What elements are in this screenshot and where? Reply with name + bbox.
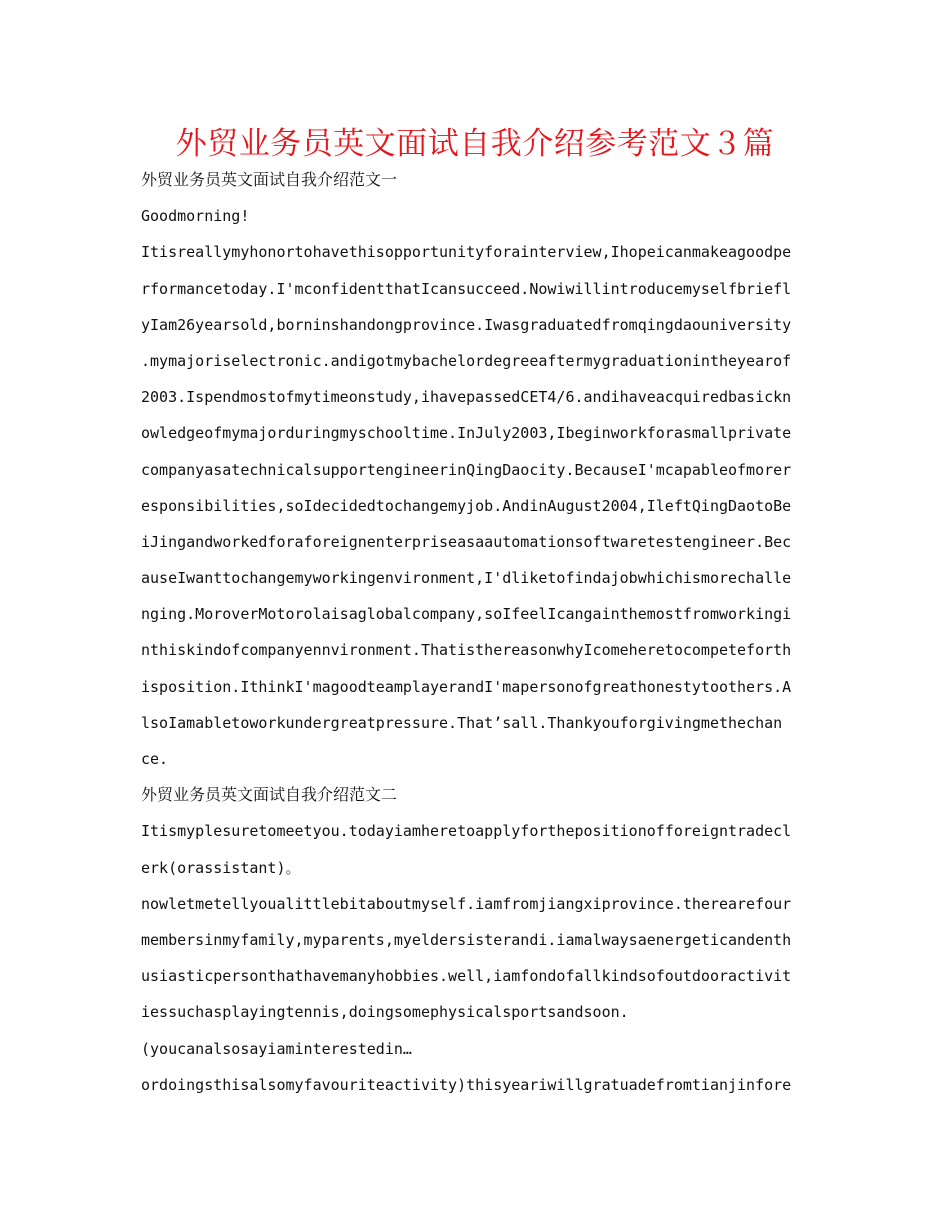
section-heading: 外贸业务员英文面试自我介绍范文二 xyxy=(141,785,398,805)
text-line: Itisreallymyhonortohavethisopportunityforainterview,Ihopeicanmakeagoodpe xyxy=(141,243,792,262)
text-line: lsoIamabletoworkundergreatpressure.That’sall.Thankyouforgivingmethechan xyxy=(141,713,783,732)
text-line: yIam26yearsold,borninshandongprovince.Iwasgraduatedfromqingdaouniversity xyxy=(141,315,792,334)
text-line: companyasatechnicalsupportengineerinQingDaocity.BecauseI'mcapableofmorer xyxy=(141,460,792,479)
text-line: ce. xyxy=(141,750,169,768)
text-line: Itismyplesuretomeetyou.todayiamheretoapplyforthepositionofforeigntradecl xyxy=(141,822,792,841)
text-line: auseIwanttochangemyworkingenvironment,I'dliketofindajobwhichismorechalle xyxy=(141,569,792,588)
text-line: membersinmyfamily,myparents,myeldersisterandi.iamalwaysaenergeticandenth xyxy=(141,930,792,949)
text-line: isposition.IthinkI'magoodteamplayerandI'mapersonofgreathonestytoothers.A xyxy=(141,677,792,696)
text-line: usiasticpersonthathavemanyhobbies.well,iamfondofallkindsofoutdooractivit xyxy=(141,967,792,986)
text-line: (youcanalsosayiaminterestedin… xyxy=(141,1039,412,1058)
section-heading: 外贸业务员英文面试自我介绍范文一 xyxy=(141,170,398,189)
text-line: nging.MoroverMotorolaisaglobalcompany,soIfeelIcangainthemostfromworkingi xyxy=(141,605,792,624)
text-line: .mymajoriselectronic.andigotmybachelordegreeaftermygraduationintheyearof xyxy=(141,351,792,370)
text-line: Goodmorning! xyxy=(141,207,250,226)
text-line: nowletmetellyoualittlebitaboutmyself.iamfromjiangxiprovince.therearefour xyxy=(141,894,792,913)
text-line: erk(orassistant)。 xyxy=(141,858,301,877)
text-line: 2003.Ispendmostofmytimeonstudy,ihavepassedCET4/6.andihaveacquiredbasickn xyxy=(141,388,792,407)
text-line: iessuchasplayingtennis,doingsomephysicalsportsandsoon. xyxy=(141,1003,629,1022)
text-line: ordoingsthisalsomyfavouriteactivity)thisyeariwillgratuadefromtianjinfore xyxy=(141,1075,792,1094)
document-body xyxy=(141,162,813,1103)
text-line: owledgeofmymajorduringmyschooltime.InJuly2003,Ibeginworkforasmallprivate xyxy=(141,424,792,443)
text-line: nthiskindofcompanyennvironment.ThatisthereasonwhyIcomeheretocompeteforth xyxy=(141,641,792,660)
text-line: esponsibilities,soIdecidedtochangemyjob.AndinAugust2004,IleftQingDaotoBe xyxy=(141,496,792,515)
text-line: rformancetoday.I'mconfidentthatIcansucceed.Nowiwillintroducemyselfbriefl xyxy=(141,279,792,298)
text-line: iJingandworkedforaforeignenterpriseasaautomationsoftwaretestengineer.Bec xyxy=(141,532,792,551)
document-title: 外贸业务员英文面试自我介绍参考范文３篇 xyxy=(175,126,775,162)
